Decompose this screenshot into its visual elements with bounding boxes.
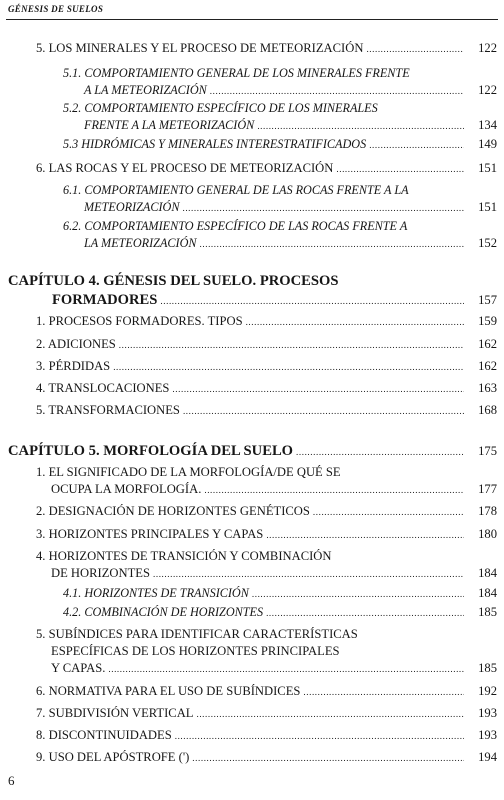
toc-entry-title: CAPÍTULO 5. MORFOLOGÍA DEL SUELO <box>8 443 294 459</box>
toc-entry <box>36 683 497 701</box>
toc-entry-title: 9. USO DEL APÓSTROFE (') <box>36 750 190 764</box>
toc-entry-title: 5. TRANSFORMACIONES <box>36 403 180 417</box>
dot-leader <box>257 118 464 135</box>
toc-entry <box>36 160 497 178</box>
toc-entry <box>63 100 497 135</box>
toc-entry <box>36 40 497 58</box>
toc-entry-title: 2. DESIGNACIÓN DE HORIZONTES GENÉTICOS <box>36 504 310 518</box>
dot-leader <box>313 504 464 521</box>
toc-entry <box>36 313 497 331</box>
toc-page-number: 168 <box>478 403 497 417</box>
dot-leader <box>366 41 464 58</box>
toc-entry-title: 3. PÉRDIDAS <box>36 359 111 373</box>
toc-entry-title: 7. SUBDIVISIÓN VERTICAL <box>36 706 194 720</box>
toc-page-number: 152 <box>478 236 497 250</box>
toc-entry <box>36 526 497 544</box>
toc-entry-title: 6.2. COMPORTAMIENTO ESPECÍFICO DE LAS ROCAS FRENTE A <box>63 219 408 233</box>
toc-entry <box>36 749 497 767</box>
toc-entry-title: 8. DISCONTINUIDADES <box>36 728 172 742</box>
toc-page-number: 180 <box>478 527 497 541</box>
page-number: 6 <box>8 773 15 788</box>
dot-leader <box>119 337 464 354</box>
toc-entry <box>36 705 497 723</box>
toc-page-number: 162 <box>478 337 497 351</box>
toc-entry-title: DE HORIZONTES <box>51 566 150 580</box>
toc-entry <box>36 727 497 745</box>
toc-entry <box>63 604 497 622</box>
toc-entry <box>63 585 497 603</box>
dot-leader <box>266 605 464 622</box>
toc-entry <box>36 358 497 376</box>
toc-entry <box>63 136 497 154</box>
toc-entry-title: 5.2. COMPORTAMIENTO ESPECÍFICO DE LOS MINERALES <box>63 101 378 115</box>
dot-leader <box>153 566 464 583</box>
toc-page-number: 175 <box>478 444 497 458</box>
toc-entry-title: FORMADORES <box>52 292 158 308</box>
toc-entry <box>36 464 497 499</box>
toc-entry-title: OCUPA LA MORFOLOGÍA. <box>51 482 202 496</box>
toc-page-number: 159 <box>478 314 497 328</box>
toc-entry-title: 1. EL SIGNIFICADO DE LA MORFOLOGÍA/DE QUÉ SE <box>36 465 341 479</box>
toc-page-number: 184 <box>478 586 497 600</box>
dot-leader <box>252 586 464 603</box>
toc-entry-title: METEORIZACIÓN <box>84 200 180 214</box>
toc-page-number: 177 <box>478 482 497 496</box>
dot-leader <box>182 200 464 217</box>
toc-page-number: 122 <box>478 83 497 97</box>
toc-entry <box>36 402 497 420</box>
running-header: GÉNESIS DE SUELOS <box>8 4 104 14</box>
toc-entry <box>63 65 497 100</box>
toc-entry <box>36 336 497 354</box>
toc-entry-title: LA METEORIZACIÓN <box>84 236 197 250</box>
toc-page-number: 149 <box>478 137 497 151</box>
toc-entry-title: 5.1. COMPORTAMIENTO GENERAL DE LOS MINERALES FRENTE <box>63 66 410 80</box>
toc-entry-title: 4. TRANSLOCACIONES <box>36 381 170 395</box>
toc-entry <box>36 380 497 398</box>
toc-entry <box>36 548 497 583</box>
dot-leader <box>108 661 464 678</box>
toc-entry-title: 4.2. COMBINACIÓN DE HORIZONTES <box>63 605 264 619</box>
toc-entry-title: 6. LAS ROCAS Y EL PROCESO DE METEORIZACIÓN <box>36 161 334 175</box>
toc-entry-title: A LA METEORIZACIÓN <box>84 83 207 97</box>
toc-page-number: 185 <box>478 661 497 675</box>
toc-page-number: 194 <box>478 750 497 764</box>
toc-page-number: 193 <box>478 728 497 742</box>
toc-entry-title: 4. HORIZONTES DE TRANSICIÓN Y COMBINACIÓN <box>36 549 332 563</box>
dot-leader <box>172 381 464 398</box>
toc-entry-title: 6. NORMATIVA PARA EL USO DE SUBÍNDICES <box>36 684 301 698</box>
toc-entry-title: 4.1. HORIZONTES DE TRANSICIÓN <box>63 586 249 600</box>
toc-page-number: 162 <box>478 359 497 373</box>
toc-entry-title: 3. HORIZONTES PRINCIPALES Y CAPAS <box>36 527 264 541</box>
dot-leader <box>175 728 464 745</box>
toc-entry-title: Y CAPAS. <box>51 661 106 675</box>
toc-entry-title: 5.3 HIDRÓMICAS Y MINERALES INTERESTRATIFICADOS <box>63 137 367 151</box>
dot-leader <box>266 527 464 544</box>
dot-leader <box>183 403 464 420</box>
toc-page-number: 184 <box>478 566 497 580</box>
dot-leader <box>113 359 464 376</box>
dot-leader <box>369 137 464 154</box>
dot-leader <box>160 292 464 311</box>
toc-entry <box>8 442 497 462</box>
toc-entry-title: 5. SUBÍNDICES PARA IDENTIFICAR CARACTERÍSTICAS <box>36 627 358 641</box>
toc-entry-title: ESPECÍFICAS DE LOS HORIZONTES PRINCIPALES <box>51 644 340 658</box>
toc-page-number: 151 <box>478 161 497 175</box>
toc-entry <box>63 218 497 253</box>
toc-page-number: 193 <box>478 706 497 720</box>
toc-page-number: 134 <box>478 118 497 132</box>
dot-leader <box>196 706 464 723</box>
toc-entry <box>36 626 497 678</box>
dot-leader <box>200 236 464 253</box>
dot-leader <box>204 482 464 499</box>
dot-leader <box>336 161 464 178</box>
toc-entry <box>63 182 497 217</box>
toc-page-number: 178 <box>478 504 497 518</box>
toc-entry-title: 1. PROCESOS FORMADORES. TIPOS <box>36 314 243 328</box>
toc-entry-title: 5. LOS MINERALES Y EL PROCESO DE METEORIZACIÓN <box>36 41 364 55</box>
toc-page-number: 185 <box>478 605 497 619</box>
toc-page-number: 157 <box>478 293 497 307</box>
dot-leader <box>296 443 464 462</box>
toc-page-number: 163 <box>478 381 497 395</box>
dot-leader <box>303 684 464 701</box>
dot-leader <box>210 83 464 100</box>
dot-leader <box>192 750 464 767</box>
dot-leader <box>246 314 464 331</box>
toc-entry <box>36 503 497 521</box>
toc-entry-title: 6.1. COMPORTAMIENTO GENERAL DE LAS ROCAS FRENTE A LA <box>63 183 409 197</box>
toc-entry-title: CAPÍTULO 4. GÉNESIS DEL SUELO. PROCESOS <box>8 273 339 289</box>
toc-page-number: 192 <box>478 684 497 698</box>
header-rule <box>6 19 498 20</box>
toc-entry <box>8 272 497 311</box>
toc-entry-title: FRENTE A LA METEORIZACIÓN <box>84 118 255 132</box>
toc-page-number: 122 <box>478 41 497 55</box>
toc-page-number: 151 <box>478 200 497 214</box>
toc-entry-title: 2. ADICIONES <box>36 337 116 351</box>
